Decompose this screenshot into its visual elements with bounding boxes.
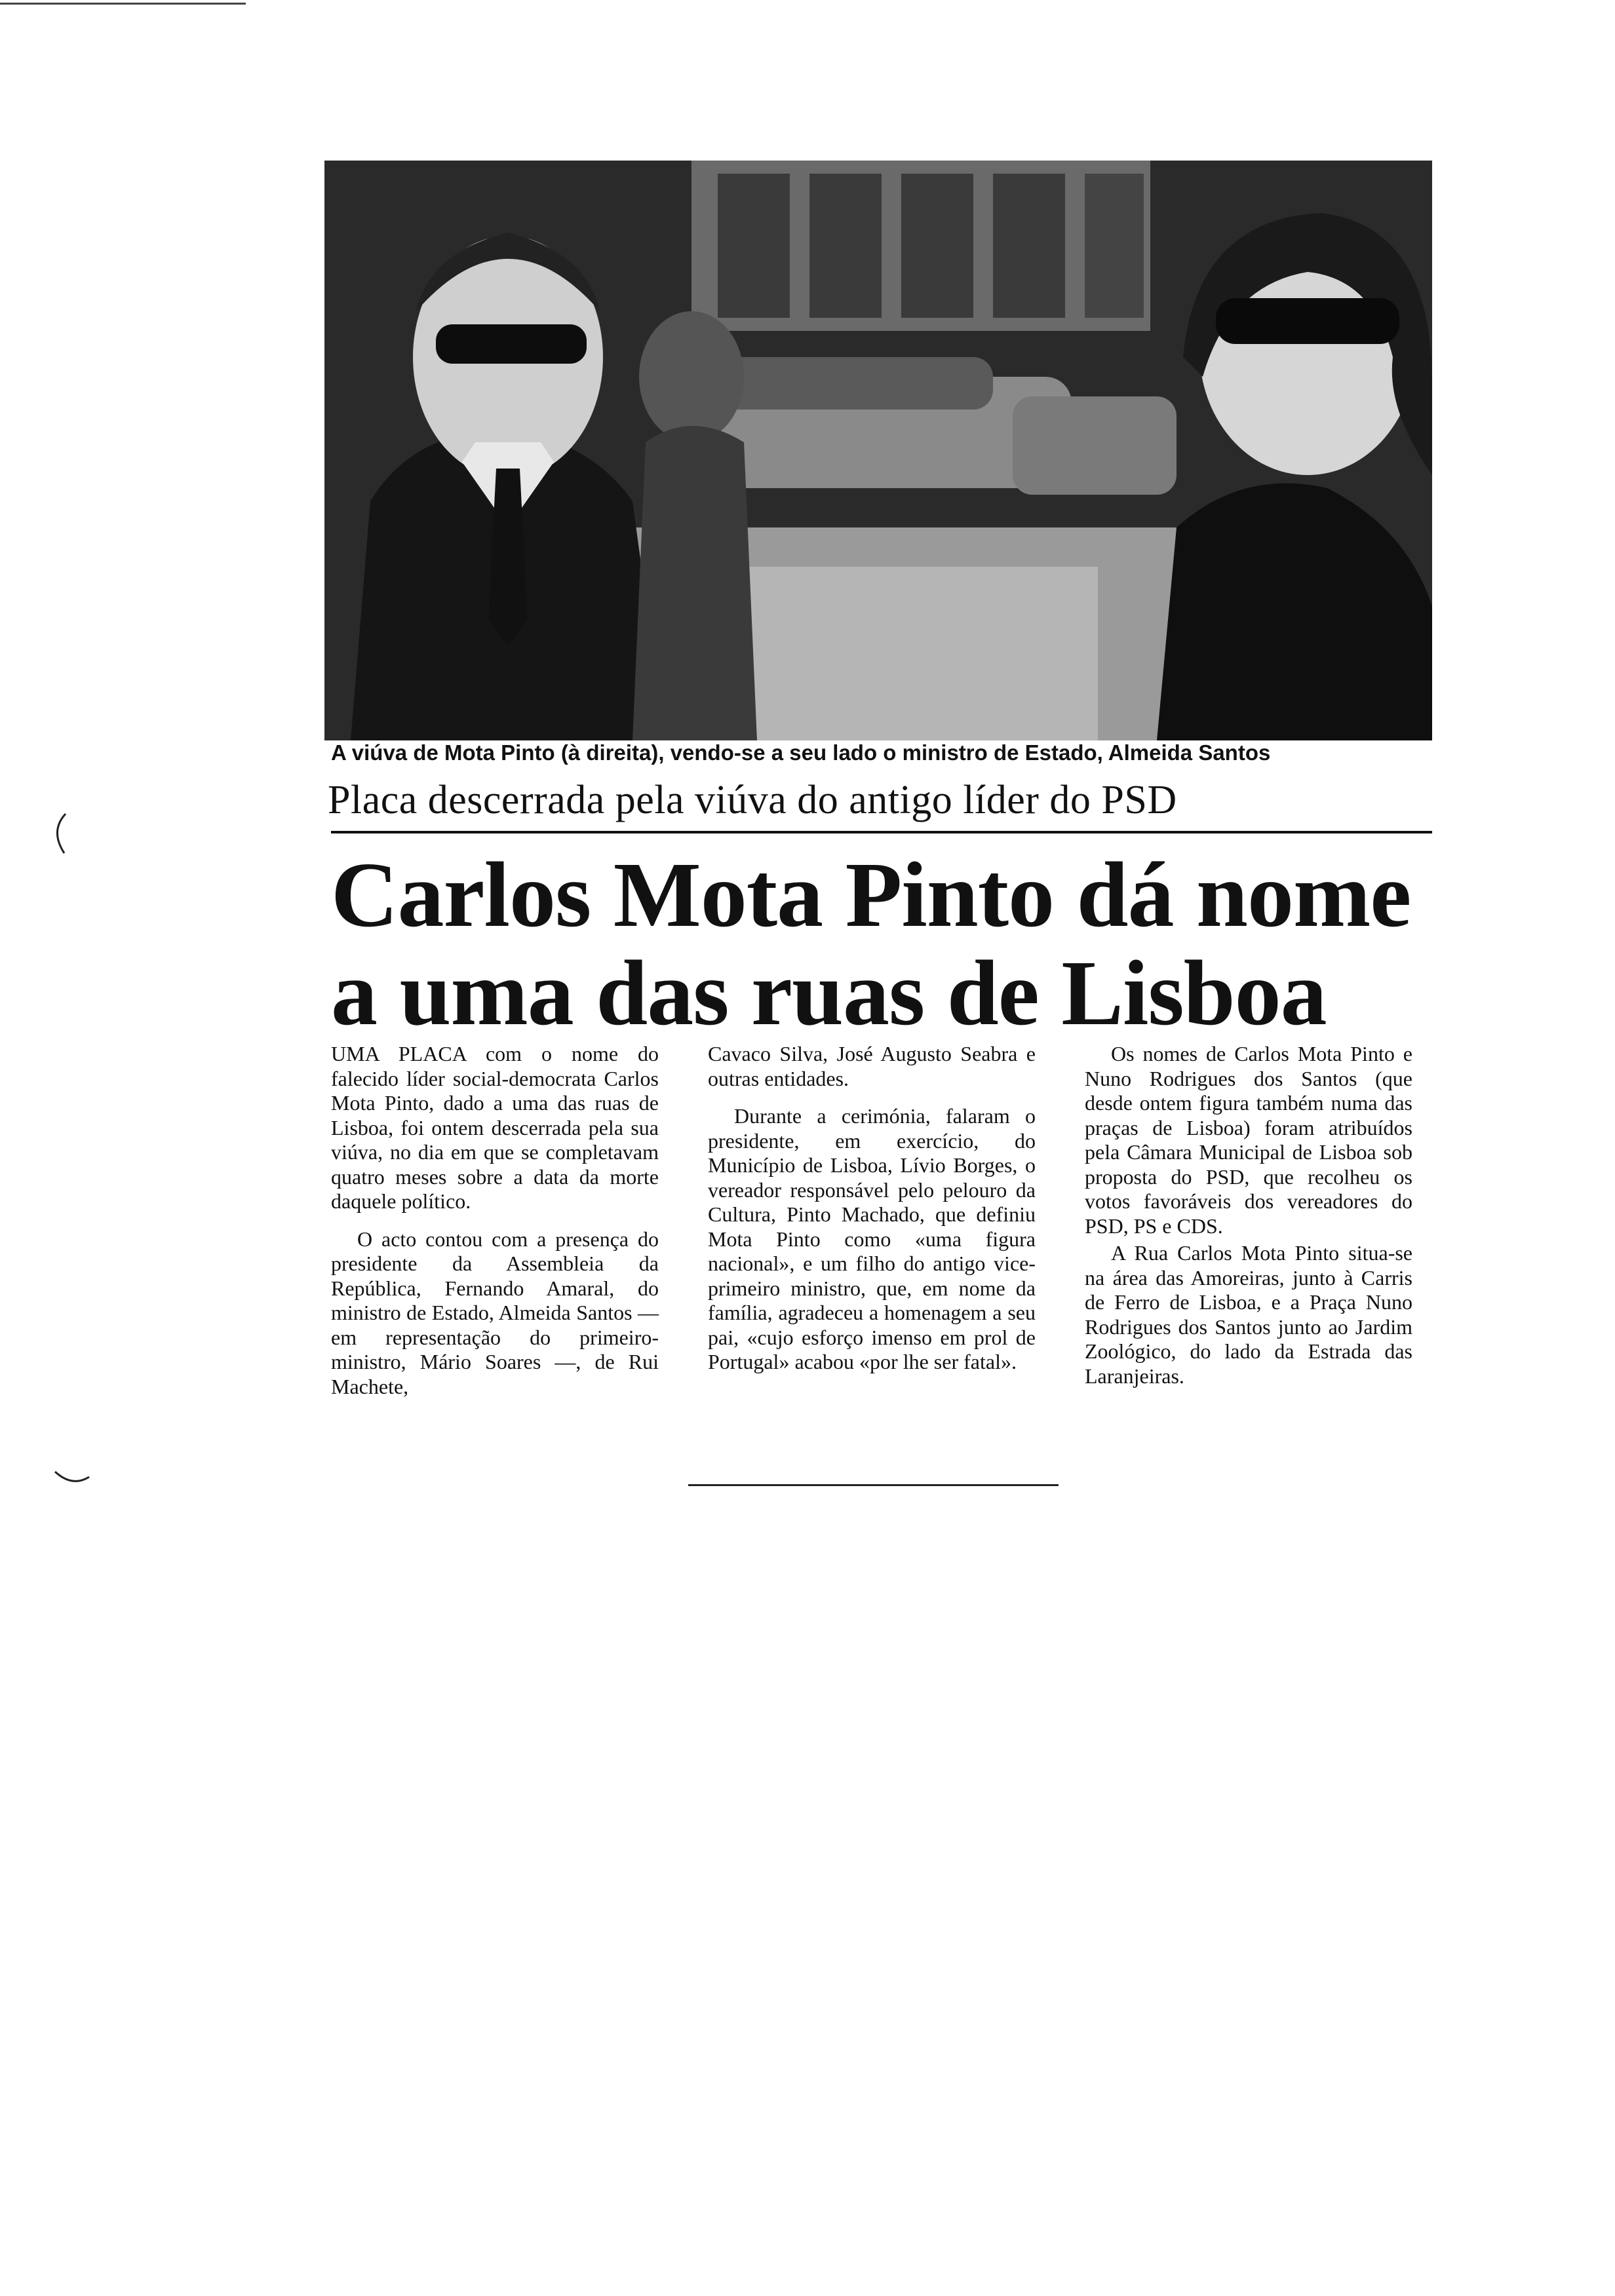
margin-mark — [46, 811, 72, 857]
paragraph: UMA PLACA com o nome do falecido líder social-democrata Carlos Mota Pinto, dado a uma das ruas de Lisboa, foi ontem descerrada pela sua viúva, no dia em que se completavam quatro meses sobre a data da morte daquele político. — [331, 1042, 659, 1213]
paragraph: Durante a cerimónia, falaram o presidente, em exercício, do Município de Lisboa, Lívio Borges, o vereador responsável pelo pelouro da Cultura, Pinto Machado, que definiu Mota Pinto como «uma figura nacional», e um filho do antigo vice-primeiro ministro, que, em nome da família, agradeceu a homenagem a seu pai, «cujo esforço imenso em prol de Portugal» acabou «por lhe ser fatal». — [708, 1104, 1036, 1373]
headline-line-1: Carlos Mota Pinto dá nome — [331, 843, 1411, 946]
paragraph: Cavaco Silva, José Augusto Seabra e outras entidades. — [708, 1042, 1036, 1090]
article-column-2 — [708, 1042, 1036, 1388]
photo-caption: A viúva de Mota Pinto (à direita), vendo-se a seu lado o ministro de Estado, Almeida Santos — [331, 740, 1271, 765]
article-column-1 — [331, 1042, 659, 1412]
kicker-headline: Placa descerrada pela viúva do antigo líder do PSD — [328, 778, 1177, 822]
headline-line-2: a uma das ruas de Lisboa — [331, 941, 1327, 1044]
headline — [331, 845, 1445, 1042]
news-photo — [324, 161, 1432, 740]
kicker-rule — [331, 831, 1432, 833]
paragraph: A Rua Carlos Mota Pinto situa-se na área das Amoreiras, junto à Carris de Ferro de Lisboa, e a Praça Nuno Rodrigues dos Santos junto ao Jardim Zoológico, do lado da Estrada das Laranjeiras. — [1085, 1241, 1412, 1388]
margin-mark — [52, 1468, 92, 1487]
bottom-rule — [688, 1484, 1059, 1486]
paragraph: O acto contou com a presença do presidente da Assembleia da República, Fernando Amaral, do ministro de Estado, Almeida Santos — em representação do primeiro-ministro, Mário Soares —, de Rui Machete, — [331, 1227, 659, 1398]
paragraph: Os nomes de Carlos Mota Pinto e Nuno Rodrigues dos Santos (que desde ontem figura também numa das praças de Lisboa) foram atribuídos pela Câmara Municipal de Lisboa sob proposta do PSD, que recolheu os votos favoráveis dos vereadores do PSD, PS e CDS. — [1085, 1042, 1412, 1238]
article-column-3 — [1085, 1042, 1412, 1402]
top-rule — [0, 3, 246, 5]
